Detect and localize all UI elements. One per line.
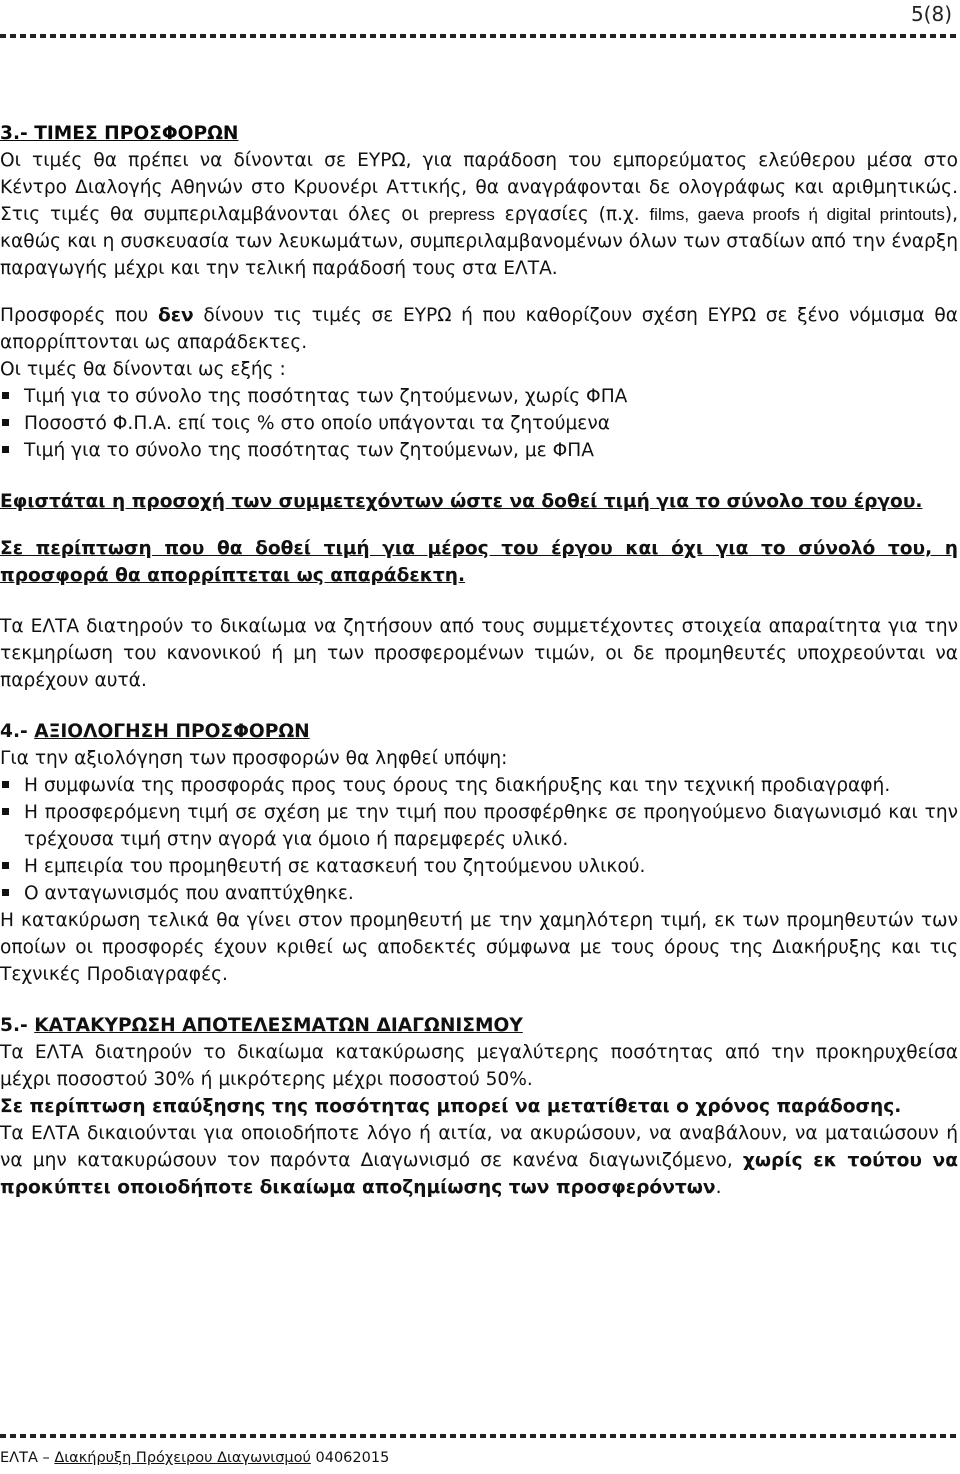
footer-divider: [0, 1434, 960, 1438]
section-3-paragraph-1: Οι τιμές θα πρέπει να δίνονται σε ΕΥΡΩ, για παράδοση του εμπορεύματος ελεύθερου μέσα στο Κέντρο Διαλογής Αθηνών στο Κρυονέρι Αττικής, θα αναγράφονται δε ολογράφως και αριθμητικώς. Στις τιμές θα συμπεριλαμβάνονται όλες οι prepress εργασίες (π.χ. films, gaeva proofs ή digital printouts), καθώς και η συσκευασία των λευκωμάτων, συμπεριλαμβανομένων όλων των σταδίων από την έναρξη παραγωγής μέχρι και την τελική παράδοσή τους στα ΕΛΤΑ.: [0, 150, 958, 279]
list-item: Ποσοστό Φ.Π.Α. επί τοις % στο οποίο υπάγονται τα ζητούμενα: [0, 410, 958, 437]
page-number: 5(8): [910, 2, 952, 26]
list-item: Η συμφωνία της προσφοράς προς τους όρους της διακήρυξης και την τεχνική προδιαγραφή.: [0, 772, 958, 799]
list-item: Η εμπειρία του προμηθευτή σε κατασκευή του ζητούμενου υλικού.: [0, 853, 958, 880]
list-item: Τιμή για το σύνολο της ποσότητας των ζητούμενων, με ΦΠΑ: [0, 437, 958, 464]
evaluation-criteria-list: [0, 772, 958, 907]
list-item: Ο ανταγωνισμός που αναπτύχθηκε.: [0, 880, 958, 907]
warning-partial-offer: Σε περίπτωση που θα δοθεί τιμή για μέρος του έργου και όχι για το σύνολό του, η προσφορά θα απορρίπτεται ως απαράδεκτη.: [0, 538, 958, 586]
section-3-paragraph-4: Τα ΕΛΤΑ διατηρούν το δικαίωμα να ζητήσουν από τους συμμετέχοντες στοιχεία απαραίτητα για την τεκμηρίωση του κανονικού ή μη των προσφερομένων τιμών, οι δε προμηθευτές υποχρεούνται να παρέχουν αυτά.: [0, 616, 958, 691]
section-3-paragraph-2: Προσφορές που δεν δίνουν τις τιμές σε ΕΥΡΩ ή που καθορίζουν σχέση ΕΥΡΩ σε ξένο νόμισμα θα απορρίπτονται ως απαράδεκτες.: [0, 305, 958, 353]
section-3-paragraph-3: Οι τιμές θα δίνονται ως εξής :: [0, 359, 286, 380]
section-4-title: 4.- ΑΞΙΟΛΟΓΗΣΗ ΠΡΟΣΦΟΡΩΝ: [0, 721, 310, 742]
header-divider: [0, 34, 960, 38]
section-5-title: 5.- ΚΑΤΑΚΥΡΩΣΗ ΑΠΟΤΕΛΕΣΜΑΤΩΝ ΔΙΑΓΩΝΙΣΜΟΥ: [0, 1015, 523, 1036]
section-3-title: 3.- ΤΙΜΕΣ ΠΡΟΣΦΟΡΩΝ: [0, 123, 239, 144]
section-4-paragraph-1: Η κατακύρωση τελικά θα γίνει στον προμηθευτή με την χαμηλότερη τιμή, εκ των προμηθευτών των οποίων οι προσφορές έχουν κριθεί ως αποδεκτές σύμφωνα με τους όρους της Διακήρυξης και τις Τεχνικές Προδιαγραφές.: [0, 910, 958, 985]
price-items-list: [0, 383, 958, 464]
warning-whole-project: Εφιστάται η προσοχή των συμμετεχόντων ώστε να δοθεί τιμή για το σύνολο του έργου.: [0, 491, 923, 512]
section-5-paragraph-3: Τα ΕΛΤΑ δικαιούνται για οποιοδήποτε λόγο ή αιτία, να ακυρώσουν, να αναβάλουν, να ματαιώσουν ή να μην κατακυρώσουν τον παρόντα Διαγωνισμό σε κανένα διαγωνιζόμενο, χωρίς εκ τούτου να προκύπτει οποιοδήποτε δικαίωμα αποζημίωσης των προσφερόντων.: [0, 1123, 959, 1198]
list-item: Η προσφερόμενη τιμή σε σχέση με την τιμή που προσφέρθηκε σε προηγούμενο διαγωνισμό και την τρέχουσα τιμή στην αγορά για όμοιο ή παρεμφερές υλικό.: [0, 799, 958, 853]
section-4-intro: Για την αξιολόγηση των προσφορών θα ληφθεί υπόψη:: [0, 748, 508, 769]
section-5-paragraph-1: Τα ΕΛΤΑ διατηρούν το δικαίωμα κατακύρωσης μεγαλύτερης ποσότητας από την προκηρυχθείσα μέχρι ποσοστού 30% ή μικρότερης μέχρι ποσοστού 50%.: [0, 1042, 958, 1090]
list-item: Τιμή για το σύνολο της ποσότητας των ζητούμενων, χωρίς ΦΠΑ: [0, 383, 958, 410]
document-body: [0, 120, 958, 1201]
section-5-paragraph-2: Σε περίπτωση επαύξησης της ποσότητας μπορεί να μετατίθεται ο χρόνος παράδοσης.: [0, 1096, 902, 1117]
page-footer: ΕΛΤΑ – Διακήρυξη Πρόχειρου Διαγωνισμού 04062015: [0, 1450, 390, 1466]
